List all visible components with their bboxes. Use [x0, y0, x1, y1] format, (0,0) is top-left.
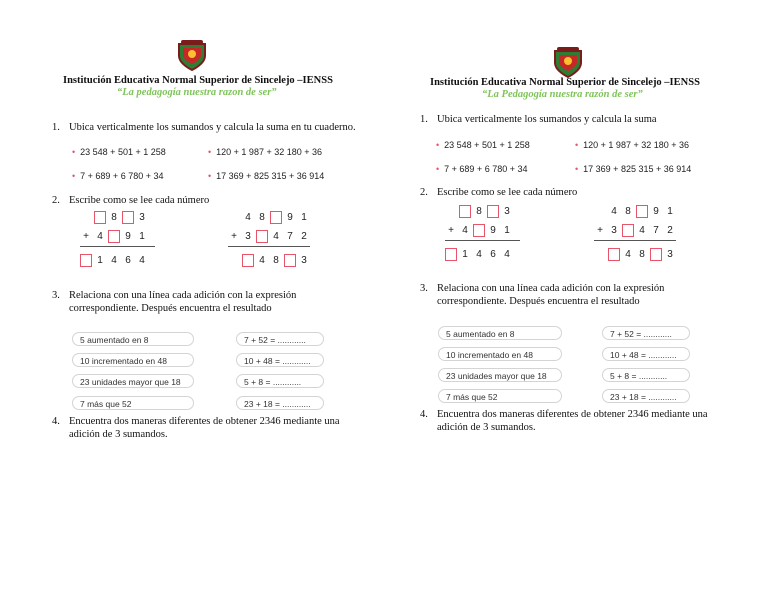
bullet-icon: • — [72, 171, 76, 181]
question-number: 3. — [420, 283, 428, 294]
blank-digit-box[interactable] — [256, 230, 268, 243]
blank-digit-box[interactable] — [459, 205, 471, 218]
question-text-line-1: Encuentra dos maneras diferentes de obtener 2346 mediante una — [69, 416, 340, 427]
digit: 7 — [653, 225, 659, 236]
digit: 3 — [301, 255, 307, 266]
digit: 4 — [625, 249, 631, 260]
match-sum-3[interactable]: 5 + 8 = ............ — [602, 368, 690, 382]
school-title: Institución Educativa Normal Superior de Sincelejo –IENSS — [63, 75, 333, 86]
sum-item-a — [436, 140, 530, 150]
school-crest-icon — [175, 38, 209, 72]
digit: 8 — [273, 255, 279, 266]
blank-digit-box[interactable] — [445, 248, 457, 261]
blank-digit-box[interactable] — [636, 205, 648, 218]
question-text-line-2: adición de 3 sumandos. — [69, 429, 168, 440]
digit: 8 — [476, 206, 482, 217]
sum-text: 23 548 + 501 + 1 258 — [444, 140, 530, 150]
sum-rule — [445, 240, 520, 241]
match-sum-1[interactable]: 7 + 52 = ............ — [236, 332, 324, 346]
question-text: Ubica verticalmente los sumandos y calcula la suma en tu cuaderno. — [69, 122, 356, 133]
sum-item-a — [72, 147, 166, 157]
blank-digit-box[interactable] — [108, 230, 120, 243]
blank-digit-box[interactable] — [473, 224, 485, 237]
match-sum-2[interactable]: 10 + 48 = ............ — [236, 353, 324, 367]
sum-item-c — [72, 171, 163, 181]
digit: 4 — [111, 255, 117, 266]
digit: 9 — [653, 206, 659, 217]
bullet-icon: • — [575, 140, 579, 150]
question-number: 1. — [52, 122, 60, 133]
school-title: Institución Educativa Normal Superior de Sincelejo –IENSS — [430, 77, 700, 88]
match-sum-2[interactable]: 10 + 48 = ............ — [602, 347, 690, 361]
question-text: Escribe como se lee cada número — [69, 195, 210, 206]
school-motto: “La pedagogía nuestra razon de ser” — [117, 87, 277, 98]
question-text-line-1: Relaciona con una línea cada adición con la expresión — [437, 283, 665, 294]
digit: 3 — [611, 225, 617, 236]
bullet-icon: • — [208, 147, 212, 157]
sum-item-c — [436, 164, 527, 174]
digit: 1 — [504, 225, 510, 236]
blank-digit-box[interactable] — [122, 211, 134, 224]
match-expression-1[interactable]: 5 aumentado en 8 — [72, 332, 194, 346]
sum-text: 120 + 1 987 + 32 180 + 36 — [583, 140, 690, 150]
question-number: 4. — [420, 409, 428, 420]
question-text-line-1: Relaciona con una línea cada adición con la expresión — [69, 290, 297, 301]
digit: 4 — [139, 255, 145, 266]
digit: 3 — [504, 206, 510, 217]
plus-sign: + — [448, 225, 454, 236]
digit: 4 — [476, 249, 482, 260]
question-number: 2. — [52, 195, 60, 206]
sum-text: 7 + 689 + 6 780 + 34 — [444, 164, 528, 174]
question-text-line-2: correspondiente. Después encuentra el resultado — [69, 303, 272, 314]
question-text-line-2: adición de 3 sumandos. — [437, 422, 536, 433]
digit: 4 — [639, 225, 645, 236]
digit: 4 — [259, 255, 265, 266]
match-sum-1[interactable]: 7 + 52 = ............ — [602, 326, 690, 340]
digit: 4 — [504, 249, 510, 260]
match-expression-1[interactable]: 5 aumentado en 8 — [438, 326, 562, 340]
digit: 6 — [490, 249, 496, 260]
sum-item-d — [575, 164, 691, 174]
sum-text: 23 548 + 501 + 1 258 — [80, 147, 166, 157]
match-expression-3[interactable]: 23 unidades mayor que 18 — [438, 368, 562, 382]
question-text-line-1: Encuentra dos maneras diferentes de obtener 2346 mediante una — [437, 409, 708, 420]
sum-item-b — [575, 140, 689, 150]
sum-text: 7 + 689 + 6 780 + 34 — [80, 171, 164, 181]
match-expression-3[interactable]: 23 unidades mayor que 18 — [72, 374, 194, 388]
bullet-icon: • — [575, 164, 579, 174]
digit: 9 — [125, 231, 131, 242]
digit: 9 — [490, 225, 496, 236]
addition-exercise-1 — [445, 205, 520, 263]
school-crest-icon — [551, 45, 585, 79]
sum-text: 17 369 + 825 315 + 36 914 — [583, 164, 692, 174]
blank-digit-box[interactable] — [487, 205, 499, 218]
question-text-line-2: correspondiente. Después encuentra el resultado — [437, 296, 640, 307]
blank-digit-box[interactable] — [80, 254, 92, 267]
digit: 4 — [97, 231, 103, 242]
digit: 1 — [139, 231, 145, 242]
worksheet-right — [384, 0, 768, 594]
blank-digit-box[interactable] — [284, 254, 296, 267]
digit: 4 — [273, 231, 279, 242]
bullet-icon: • — [208, 171, 212, 181]
digit: 8 — [259, 212, 265, 223]
blank-digit-box[interactable] — [608, 248, 620, 261]
addition-exercise-2 — [228, 211, 310, 269]
addition-exercise-2 — [594, 205, 676, 263]
digit: 8 — [111, 212, 117, 223]
bullet-icon: • — [72, 147, 76, 157]
blank-digit-box[interactable] — [270, 211, 282, 224]
plus-sign: + — [597, 225, 603, 236]
sum-item-d — [208, 171, 324, 181]
digit: 3 — [245, 231, 251, 242]
question-text: Escribe como se lee cada número — [437, 187, 578, 198]
digit: 9 — [287, 212, 293, 223]
school-motto: “La Pedagogía nuestra razón de ser” — [482, 89, 643, 100]
question-number: 3. — [52, 290, 60, 301]
blank-digit-box[interactable] — [242, 254, 254, 267]
digit: 4 — [245, 212, 251, 223]
digit: 2 — [667, 225, 673, 236]
sum-rule — [594, 240, 676, 241]
bullet-icon: • — [436, 140, 440, 150]
digit: 3 — [667, 249, 673, 260]
digit: 8 — [639, 249, 645, 260]
blank-digit-box[interactable] — [622, 224, 634, 237]
digit: 1 — [97, 255, 103, 266]
question-number: 2. — [420, 187, 428, 198]
digit: 2 — [301, 231, 307, 242]
match-expression-4[interactable]: 7 más que 52 — [72, 396, 194, 410]
sum-text: 17 369 + 825 315 + 36 914 — [216, 171, 325, 181]
plus-sign: + — [83, 231, 89, 242]
sum-rule — [80, 246, 155, 247]
match-expression-2[interactable]: 10 incrementado en 48 — [438, 347, 562, 361]
match-expression-4[interactable]: 7 más que 52 — [438, 389, 562, 403]
match-sum-4[interactable]: 23 + 18 = ............ — [236, 396, 324, 410]
sum-rule — [228, 246, 310, 247]
bullet-icon: • — [436, 164, 440, 174]
sum-item-b — [208, 147, 322, 157]
digit: 8 — [625, 206, 631, 217]
match-sum-4[interactable]: 23 + 18 = ............ — [602, 389, 690, 403]
digit: 7 — [287, 231, 293, 242]
sum-text: 120 + 1 987 + 32 180 + 36 — [216, 147, 323, 157]
addition-exercise-1 — [80, 211, 155, 269]
question-number: 1. — [420, 114, 428, 125]
digit: 1 — [301, 212, 307, 223]
question-number: 4. — [52, 416, 60, 427]
digit: 1 — [667, 206, 673, 217]
digit: 6 — [125, 255, 131, 266]
digit: 4 — [462, 225, 468, 236]
digit: 4 — [611, 206, 617, 217]
blank-digit-box[interactable] — [650, 248, 662, 261]
question-text: Ubica verticalmente los sumandos y calcula la suma — [437, 114, 657, 125]
digit: 1 — [462, 249, 468, 260]
plus-sign: + — [231, 231, 237, 242]
digit: 3 — [139, 212, 145, 223]
match-expression-2[interactable]: 10 incrementado en 48 — [72, 353, 194, 367]
blank-digit-box[interactable] — [94, 211, 106, 224]
match-sum-3[interactable]: 5 + 8 = ............ — [236, 374, 324, 388]
